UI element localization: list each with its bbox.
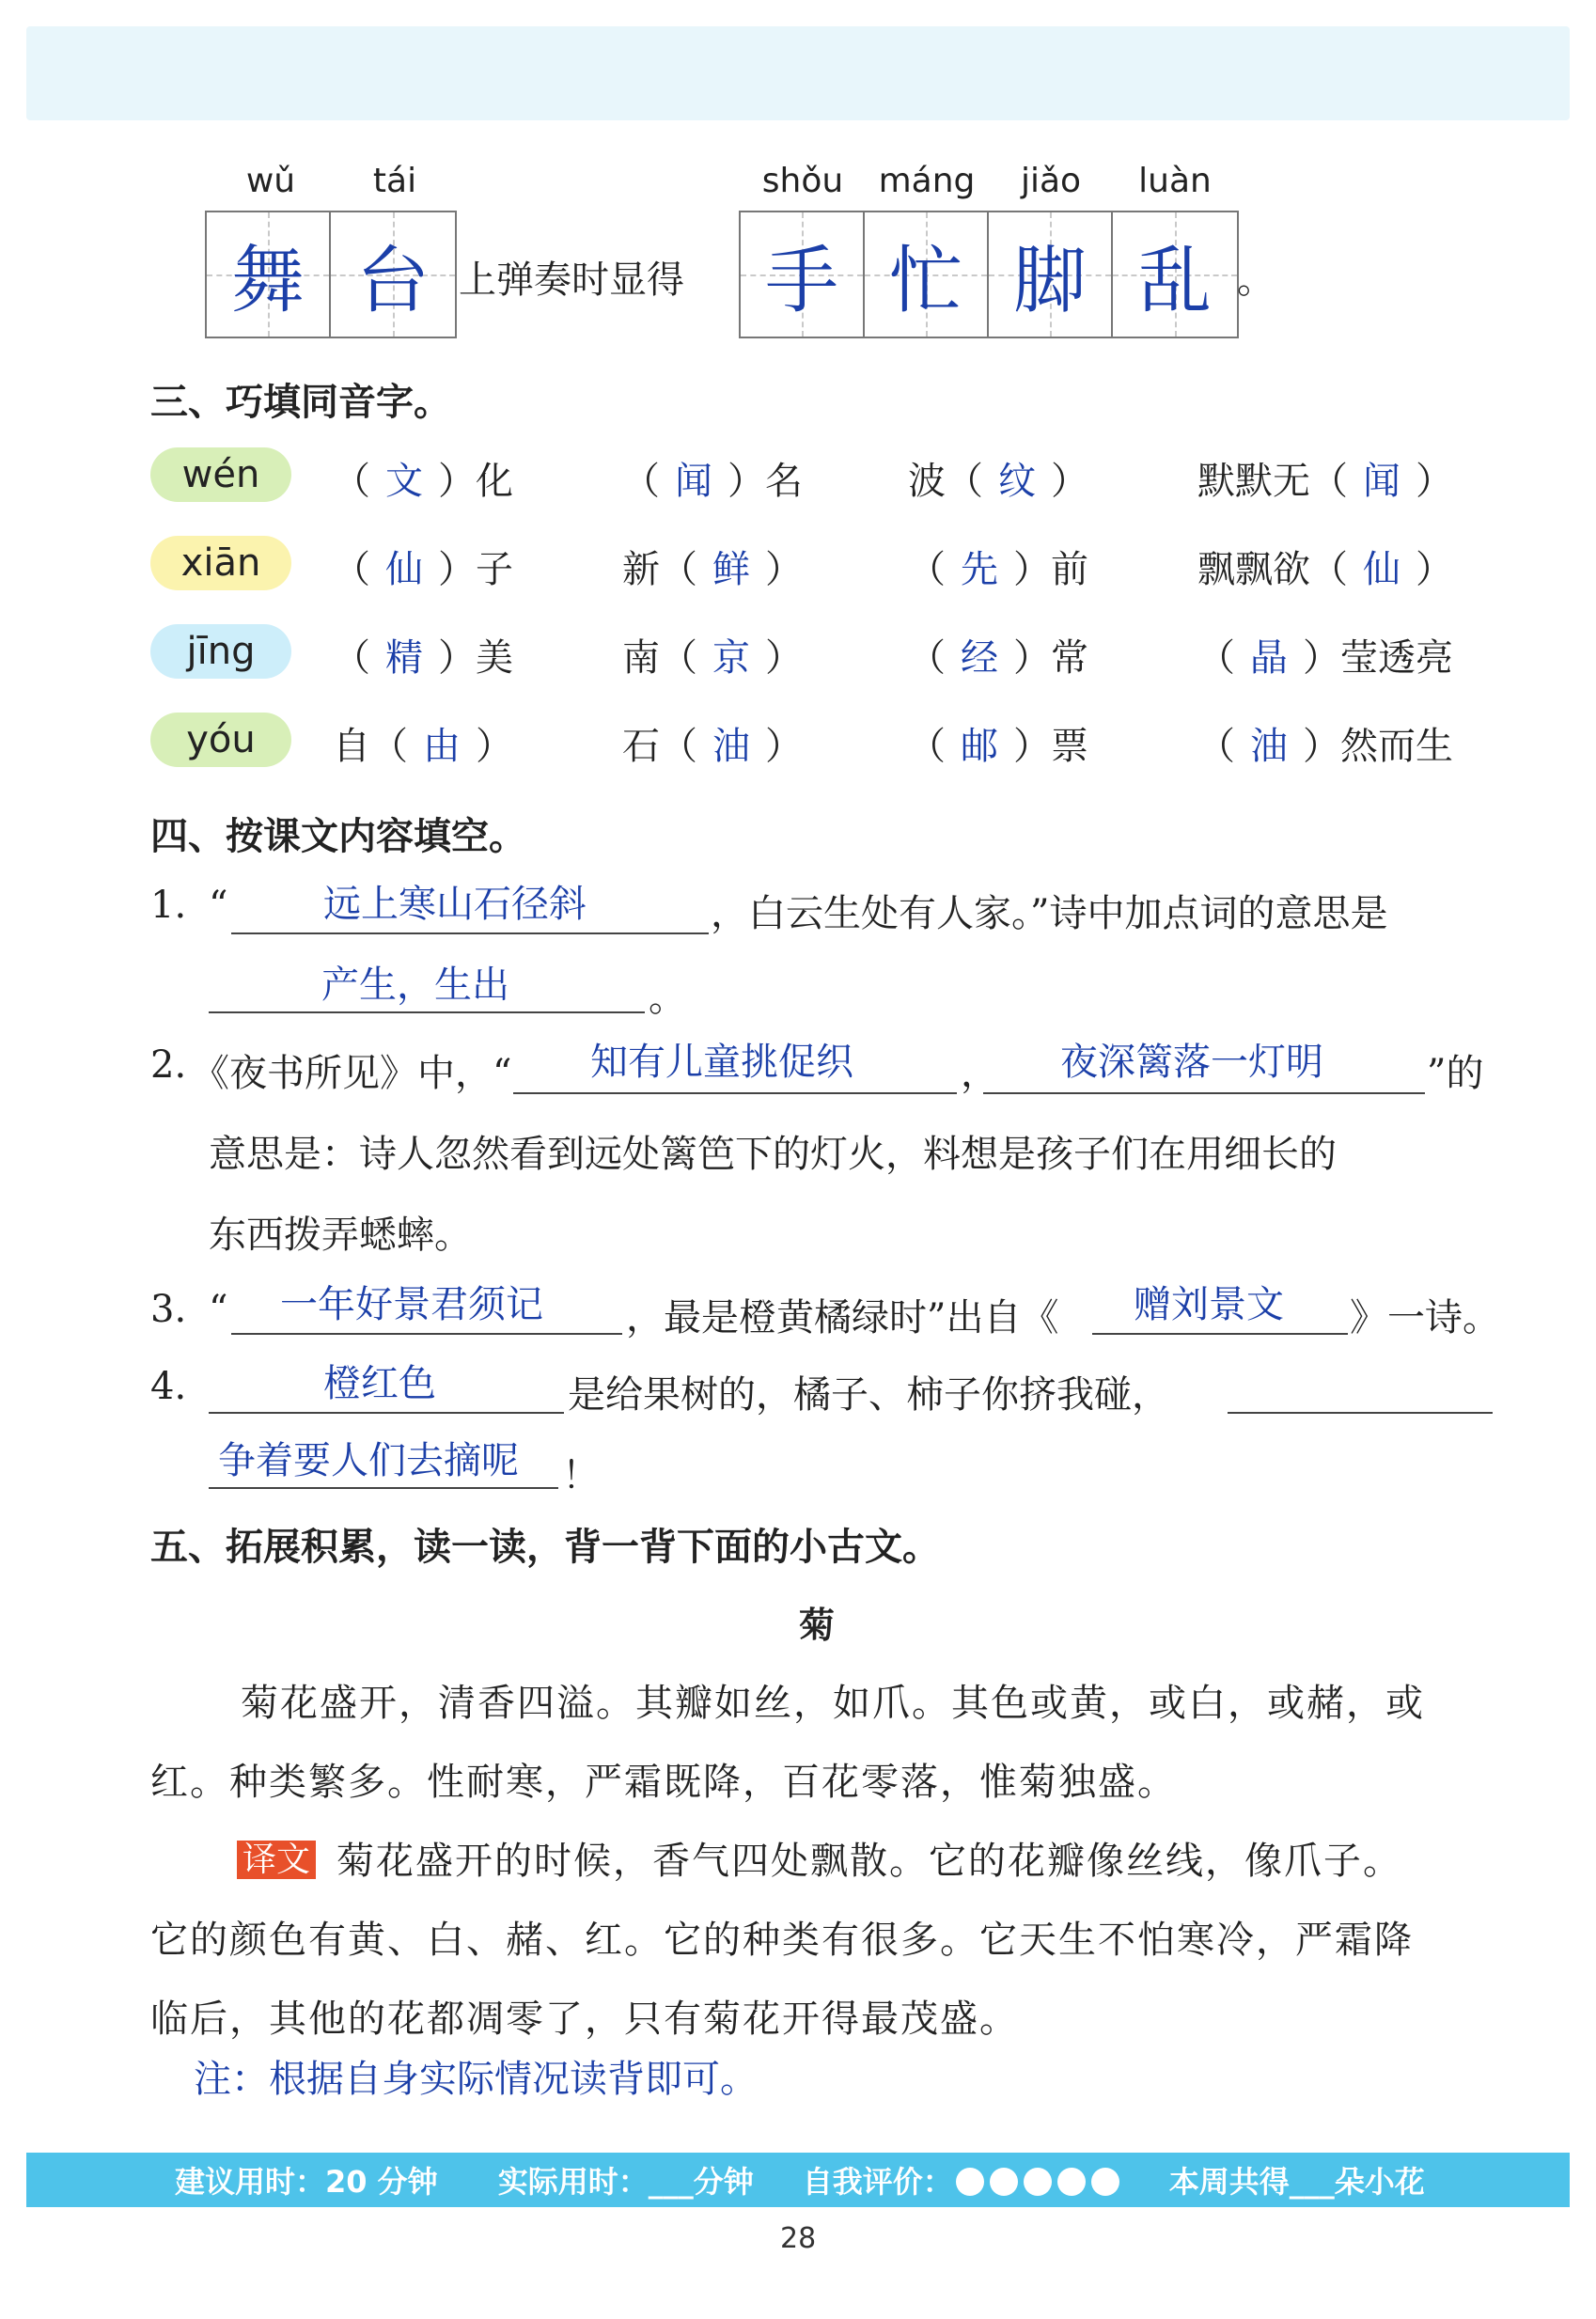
self-eval-label: 自我评价： — [802, 2164, 953, 2200]
item-suffix: ）常 — [1013, 636, 1088, 680]
answer-line — [1228, 1412, 1493, 1414]
item-prefix: 飘飘欲（ — [1197, 548, 1348, 591]
item-suffix: ）化 — [438, 460, 513, 503]
filled-character: 闻 — [675, 460, 712, 503]
section-heading: 三、巧填同音字。 — [150, 381, 451, 424]
weekly-flowers: 本周共得___朵小花 — [1168, 2164, 1425, 2200]
item-prefix: （ — [622, 460, 660, 503]
item-suffix: ） — [765, 548, 803, 591]
answer-char: 忙 — [888, 239, 962, 323]
item-prefix: （ — [333, 460, 370, 503]
actual-time: 实际用时：___分钟 — [497, 2164, 754, 2200]
classical-text-line: 菊花盛开，清香四溢。其瓣如丝，如爪。其色或黄，或白，或赭，或 — [241, 1682, 1425, 1725]
pinyin: jiǎo — [1020, 162, 1082, 200]
flower-icon[interactable] — [1057, 2168, 1086, 2196]
item-prefix: （ — [908, 548, 946, 591]
classical-text-line: 红。种类繁多。性耐寒，严霜既降，百花零落，惟菊独盛。 — [150, 1761, 1177, 1804]
pinyin-pill: yóu — [150, 713, 291, 767]
answer-text: 一年好景君须记 — [280, 1283, 543, 1326]
pinyin: máng — [878, 162, 976, 200]
item-suffix: ）票 — [1013, 725, 1088, 768]
item-suffix: ） — [1416, 548, 1453, 591]
item-prefix: （ — [333, 548, 370, 591]
question-number: 3. — [150, 1288, 187, 1331]
item-suffix: ）然而生 — [1303, 725, 1453, 768]
tian-grid-box-2 — [739, 211, 1239, 338]
question-text: ，最是橙黄橘绿时”出自《 — [626, 1296, 1059, 1340]
tian-grid-box-1 — [205, 211, 457, 338]
answer-text: 知有儿童挑促织 — [590, 1041, 853, 1084]
answer-line — [209, 1011, 645, 1013]
answer-text: 夜深篱落一灯明 — [1060, 1041, 1323, 1084]
filled-character: 鲜 — [712, 548, 750, 591]
item-prefix: （ — [908, 636, 946, 680]
question-text: 东西拨弄蟋蟀。 — [209, 1214, 472, 1257]
footer-bar — [26, 2153, 1570, 2207]
tian-cell — [865, 212, 989, 337]
filled-character: 文 — [385, 460, 423, 503]
note: 注：根据自身实际情况读背即可。 — [194, 2058, 758, 2101]
answer-text: 远上寒山石径斜 — [323, 883, 587, 926]
sentence-end: 。 — [1237, 259, 1275, 302]
section-heading: 四、按课文内容填空。 — [150, 815, 526, 858]
item-suffix: ） — [765, 636, 803, 680]
question-text: ”的 — [1427, 1052, 1484, 1095]
fill-item — [908, 540, 1088, 593]
fill-item — [1197, 628, 1453, 682]
item-suffix: ）莹透亮 — [1303, 636, 1453, 680]
item-suffix: ）前 — [1013, 548, 1088, 591]
answer-text: 赠刘景文 — [1134, 1283, 1284, 1326]
pinyin: shǒu — [761, 162, 844, 200]
flower-icon[interactable] — [1024, 2168, 1052, 2196]
rating-flowers — [953, 2162, 1122, 2198]
fill-item — [908, 451, 1088, 505]
item-prefix: （ — [1197, 636, 1235, 680]
quote-mark: “ — [209, 1288, 228, 1331]
item-suffix: ） — [1416, 460, 1453, 503]
fill-item — [908, 716, 1088, 770]
filled-character: 先 — [961, 548, 998, 591]
filled-character: 油 — [1250, 725, 1288, 768]
top-decor-bar — [26, 26, 1570, 120]
tian-cell — [1113, 212, 1237, 337]
comma: ， — [961, 1052, 998, 1095]
tian-cell — [331, 212, 455, 337]
tian-cell — [741, 212, 865, 337]
question-number: 1. — [150, 884, 187, 927]
answer-text: 产生，生出 — [321, 964, 509, 1007]
pinyin: tái — [372, 162, 417, 200]
flower-icon[interactable] — [956, 2168, 984, 2196]
filled-character: 经 — [961, 636, 998, 680]
answer-line — [231, 932, 709, 934]
filled-character: 仙 — [385, 548, 423, 591]
filled-character: 精 — [385, 636, 423, 680]
answer-line — [1092, 1333, 1348, 1335]
translation-tag — [237, 1833, 316, 1881]
filled-character: 闻 — [1363, 460, 1400, 503]
fill-item — [622, 716, 803, 770]
pinyin-pill: jīng — [150, 624, 291, 679]
item-suffix: ） — [476, 725, 513, 768]
question-text: ，白云生处有人家。”诗中加点词的意思是 — [711, 892, 1388, 935]
item-prefix: （ — [1197, 725, 1235, 768]
quote-mark: “ — [209, 884, 228, 927]
fill-item — [333, 540, 513, 593]
answer-line — [983, 1092, 1425, 1094]
pinyin: wǔ — [245, 162, 296, 200]
answer-char: 脚 — [1012, 239, 1087, 323]
question-text: 》一诗。 — [1350, 1296, 1500, 1340]
exclamation: ！ — [562, 1454, 600, 1497]
filled-character: 晶 — [1250, 636, 1288, 680]
fill-item — [1197, 716, 1453, 770]
filled-character: 纹 — [998, 460, 1036, 503]
answer-char: 手 — [764, 239, 838, 323]
flower-icon[interactable] — [1091, 2168, 1119, 2196]
item-prefix: （ — [333, 636, 370, 680]
suggested-time: 建议用时：20 分钟 — [175, 2164, 438, 2200]
item-suffix: ）美 — [438, 636, 513, 680]
question-text: 《夜书所见》中，“ — [192, 1052, 512, 1095]
tian-cell — [989, 212, 1113, 337]
sentence-middle: 上弹奏时显得 — [459, 259, 684, 302]
translation-label: 译文 — [237, 1841, 316, 1879]
translation-line: 它的颜色有黄、白、赭、红。它的种类有很多。它天生不怕寒冷，严霜降 — [150, 1919, 1414, 1962]
answer-line — [209, 1412, 564, 1414]
answer-line — [209, 1487, 558, 1489]
fill-item — [908, 628, 1088, 682]
item-prefix: 默默无（ — [1197, 460, 1348, 503]
pinyin: luàn — [1138, 162, 1212, 200]
fill-item — [622, 628, 803, 682]
item-prefix: 自（ — [333, 725, 408, 768]
item-prefix: 南（ — [622, 636, 697, 680]
filled-character: 邮 — [961, 725, 998, 768]
filled-character: 京 — [712, 636, 750, 680]
question-text: 意思是：诗人忽然看到远处篱笆下的灯火，料想是孩子们在用细长的 — [209, 1133, 1337, 1176]
fill-item — [1197, 540, 1453, 593]
period: 。 — [649, 977, 686, 1020]
tian-cell — [207, 212, 331, 337]
item-suffix: ）子 — [438, 548, 513, 591]
fill-item — [622, 451, 803, 505]
item-prefix: 新（ — [622, 548, 697, 591]
fill-item — [333, 628, 513, 682]
answer-char: 台 — [355, 239, 430, 323]
fill-item — [622, 540, 803, 593]
answer-line — [513, 1092, 957, 1094]
page-number: 28 — [780, 2222, 817, 2255]
translation-line: 临后，其他的花都凋零了，只有菊花开得最茂盛。 — [150, 1998, 1019, 2041]
section-heading: 五、拓展积累，读一读，背一背下面的小古文。 — [150, 1526, 940, 1569]
item-suffix: ）名 — [728, 460, 803, 503]
answer-text: 争着要人们去摘呢 — [218, 1439, 519, 1482]
answer-line — [231, 1333, 622, 1335]
question-text: 是给果树的，橘子、柿子你挤我碰， — [568, 1373, 1169, 1417]
item-prefix: 波（ — [908, 460, 983, 503]
answer-char: 舞 — [230, 239, 305, 323]
question-number: 4. — [150, 1365, 187, 1408]
filled-character: 仙 — [1363, 548, 1400, 591]
filled-character: 油 — [712, 725, 750, 768]
pinyin-pill: xiān — [150, 536, 291, 590]
item-suffix: ） — [765, 725, 803, 768]
translation-line: 菊花盛开的时候，香气四处飘散。它的花瓣像丝线，像爪子。 — [336, 1840, 1402, 1883]
item-prefix: （ — [908, 725, 946, 768]
item-suffix: ） — [1051, 460, 1088, 503]
answer-text: 橙红色 — [323, 1362, 436, 1405]
question-number: 2. — [150, 1043, 187, 1087]
poem-title: 菊 — [799, 1605, 836, 1646]
answer-char: 乱 — [1137, 239, 1212, 323]
item-prefix: 石（ — [622, 725, 697, 768]
flower-icon[interactable] — [990, 2168, 1018, 2196]
fill-item — [333, 716, 513, 770]
pinyin-pill: wén — [150, 447, 291, 502]
fill-item — [1197, 451, 1453, 505]
filled-character: 由 — [423, 725, 461, 768]
fill-item — [333, 451, 513, 505]
